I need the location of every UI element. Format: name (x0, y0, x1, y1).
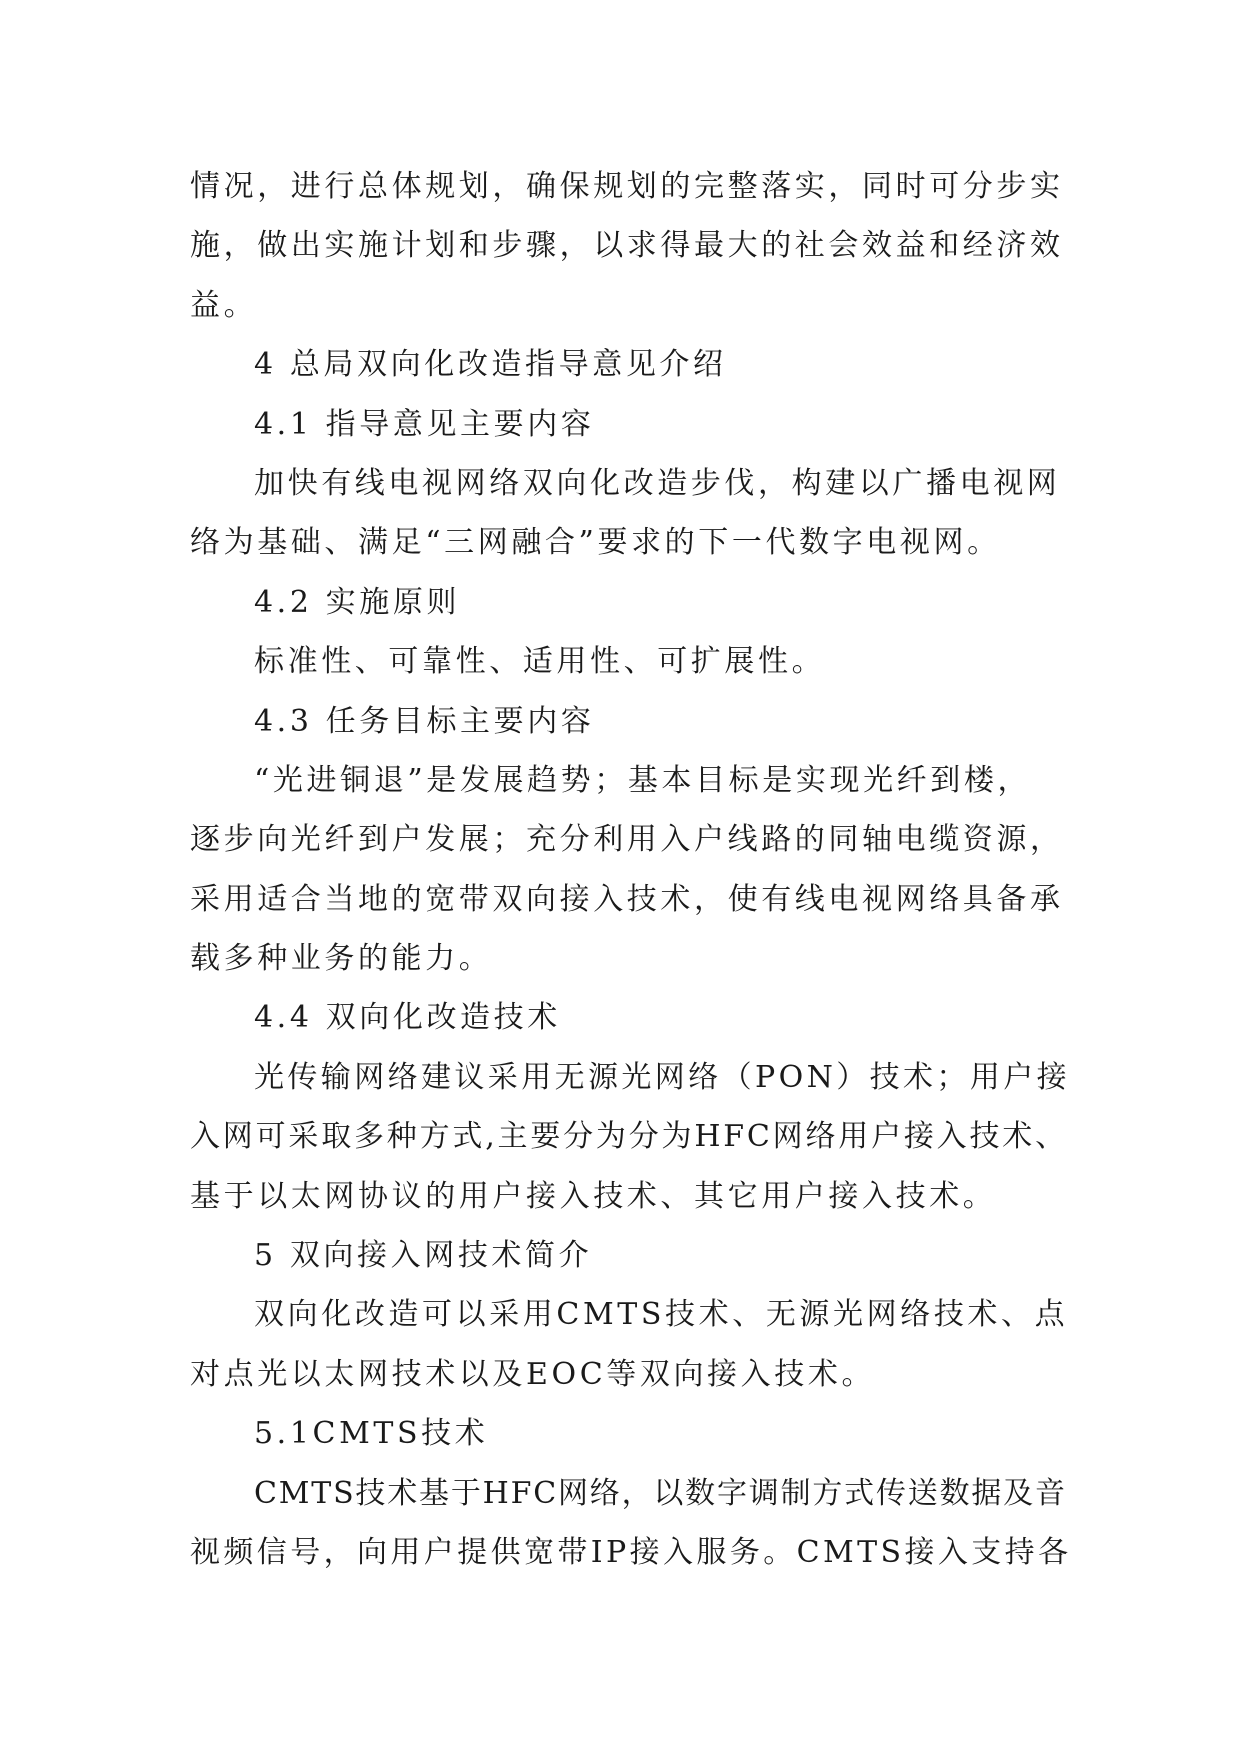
text-line: 标准性、可靠性、适用性、可扩展性。 (254, 644, 826, 680)
text-line: 光传输网络建议采用无源光网络（PON）技术；用户接 (254, 1059, 1071, 1095)
text-line: 采用适合当地的宽带双向接入技术，使有线电视网络具备承 (190, 881, 1064, 917)
section-heading-5-1: 5.1CMTS技术 (254, 1416, 489, 1452)
document-body (190, 157, 1070, 1582)
text-line: 加快有线电视网络双向化改造步伐，构建以广播电视网 (254, 465, 1061, 501)
text-line: 基于以太网协议的用户接入技术、其它用户接入技术。 (190, 1178, 997, 1214)
section-heading-4-3: 4.3 任务目标主要内容 (254, 703, 595, 739)
text-line: “光进铜退”是发展趋势；基本目标是实现光纤到楼， (254, 762, 1032, 798)
text-line: 入网可采取多种方式,主要分为分为HFC网络用户接入技术、 (190, 1119, 1068, 1155)
text-line: 络为基础、满足“三网融合”要求的下一代数字电视网。 (190, 525, 1001, 561)
text-line: CMTS技术基于HFC网络，以数字调制方式传送数据及音 (254, 1475, 1067, 1511)
text-line: 益。 (190, 287, 258, 323)
section-heading-4-2: 4.2 实施原则 (254, 584, 461, 620)
text-line: 逐步向光纤到户发展；充分利用入户线路的同轴电缆资源， (190, 822, 1064, 858)
text-line: 载多种业务的能力。 (190, 941, 493, 977)
text-line: 对点光以太网技术以及EOC等双向接入技术。 (190, 1356, 876, 1392)
section-heading-4-1: 4.1 指导意见主要内容 (254, 406, 595, 442)
text-line: 双向化改造可以采用CMTS技术、无源光网络技术、点 (254, 1297, 1069, 1333)
text-line: 视频信号，向用户提供宽带IP接入服务。CMTS接入支持各 (190, 1534, 1072, 1570)
section-heading-4-4: 4.4 双向化改造技术 (254, 1000, 561, 1036)
text-line: 情况，进行总体规划，确保规划的完整落实，同时可分步实 (190, 169, 1064, 204)
section-heading-5: 5 双向接入网技术简介 (254, 1238, 593, 1274)
section-heading-4: 4 总局双向化改造指导意见介绍 (254, 347, 727, 383)
text-line: 施，做出实施计划和步骤，以求得最大的社会效益和经济效 (190, 228, 1064, 264)
